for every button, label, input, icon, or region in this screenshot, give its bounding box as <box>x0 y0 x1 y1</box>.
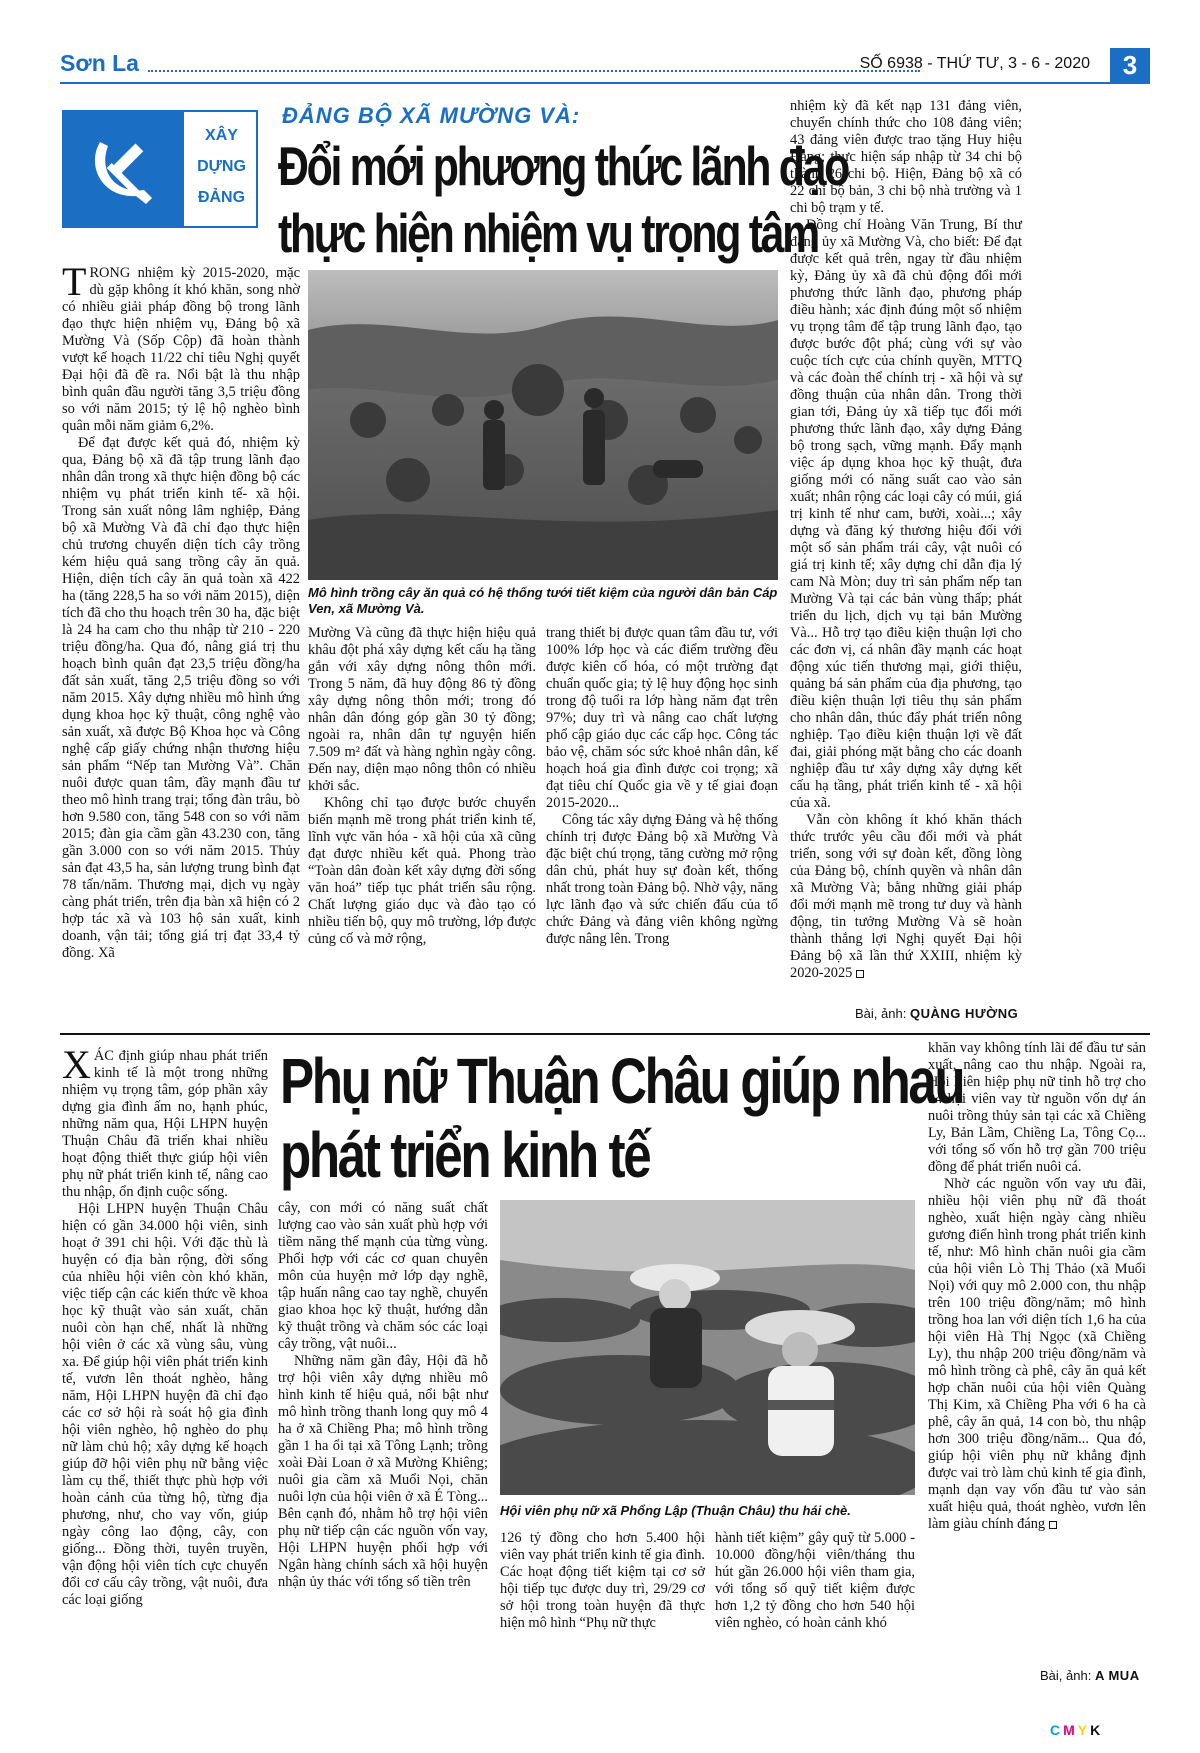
article1-paragraph: Vẫn còn không ít khó khăn thách thức trước yêu cầu đổi mới và phát triển, song với sự đoàn kết, đồng lòng của Đảng bộ, chính quyền và nhân dân xã Mường Và; bằng những giải pháp đổi mới mạnh mẽ trong tư duy và hành động, tin tưởng Mường Và sẽ hoàn thành thắng lợi Nghị quyết Đại hội Đảng bộ xã lần thứ XXIII, nhiệm kỳ 2020-2025 <box>790 812 1022 981</box>
badge-line-1: XÂY <box>205 127 238 144</box>
badge-line-2: DỰNG <box>197 158 246 175</box>
article2-column-1 <box>62 1042 268 1609</box>
tea-picking-photo-illustration <box>500 1200 915 1495</box>
article1-dropcap: T <box>62 259 87 304</box>
article1-headline <box>278 133 849 267</box>
article1-column-3 <box>546 625 778 948</box>
cmyk-c: C <box>1050 1722 1064 1738</box>
byline-author: A MUA <box>1094 1668 1140 1683</box>
article2-paragraph: cây, con mới có năng suất chất lượng cao vào sản xuất phù hợp với tiềm năng thế mạnh của từng vùng. Phối hợp với các cơ quan chuyên môn của huyện mở lớp dạy nghề, tập huấn nâng cao tay nghề, chuyển giao khoa học kỹ thuật, hướng dẫn kỹ thuật trồng và chăm sóc các loại cây trồng, vật nuôi... <box>278 1200 488 1352</box>
byline-author: QUÀNG HƯỜNG <box>909 1006 1019 1021</box>
article2-column-5 <box>928 1040 1146 1533</box>
article-divider <box>60 1033 1150 1035</box>
article1-paragraph: Mường Và cũng đã thực hiện hiệu quả khâu đột phá xây dựng kết cấu hạ tầng gắn với xây dựng nông thôn mới. Trong 5 năm, đã huy động 86 tỷ đồng xây dựng nông thôn mới; trong đó nhân dân đóng góp gần 30 tỷ đồng; ngoài ra, nhân dân tự nguyện hiến 7.509 m² đất và hàng nghìn ngày công. Đến nay, diện mạo nông thôn có nhiều khởi sắc. <box>308 625 536 794</box>
article1-photo <box>308 270 778 580</box>
section-name: Sơn La <box>60 50 139 76</box>
article2-paragraph: 126 tỷ đồng cho hơn 5.400 hội viên vay phát triển kinh tế gia đình. Các hoạt động tiết kiệm tại cơ sở hội tiếp tục được duy trì, 29/29 cơ sở hội trong toàn huyện đã thực hiện mô hình “Phụ nữ thực <box>500 1530 705 1631</box>
hammer-sickle-icon <box>86 132 162 208</box>
header-rule <box>60 82 1150 84</box>
article2-byline <box>1040 1668 1140 1683</box>
orchard-photo-illustration <box>308 270 778 580</box>
article1-headline-line-2: thực hiện nhiệm vụ trọng tâm <box>278 202 818 264</box>
article1-paragraph: nhiệm kỳ đã kết nạp 131 đảng viên, chuyển chính thức cho 108 đảng viên; 43 đảng viên được trao tặng Huy hiệu Đảng; thực hiện sáp nhập từ 34 chi bộ thành 26 chi bộ. Hiện, Đảng bộ xã có 22 chi bộ bản, 3 chi bộ nhà trường và 1 chi bộ trạm y tế. <box>790 98 1022 216</box>
article2-headline <box>280 1044 964 1192</box>
article2-paragraph: Hội LHPN huyện Thuận Châu hiện có gần 34.000 hội viên, sinh hoạt ở 391 chi hội. Với đặc thù là huyện có địa bàn rộng, đời sống của nhiều hội viên còn khó khăn, việc tiếp cận các kiến thức về khoa học kỹ thuật vào sản xuất, chăn nuôi còn hạn chế, nhất là những hội viên ở các xã vùng sâu, vùng xa. Để giúp hội viên phát triển kinh tế, vươn lên thoát nghèo, hằng năm, Hội LHPN huyện đã chỉ đạo các cơ sở hội rà soát hộ gia đình hội viên nghèo, hộ nghèo do phụ nữ làm chủ hộ; xây dựng kế hoạch giúp đỡ hội viên phụ nữ bằng việc làm cụ thể, thiết thực phù hợp với hoàn cảnh của từng hộ, từng địa phương, như, cho vay vốn, giúp ngày công lao động, cây, con giống... Đồng thời, tuyên truyền, vận động hội viên tích cực chuyển đổi cơ cấu cây trồng, vật nuôi, đưa các loại giống <box>62 1201 268 1608</box>
article2-column-2 <box>278 1200 488 1591</box>
article2-headline-line-2: phát triển kinh tế <box>280 1119 650 1191</box>
article1-paragraph: Để đạt được kết quả đó, nhiệm kỳ qua, Đảng bộ xã đã tập trung lãnh đạo nhân dân trong xã thực hiện đồng bộ các nhiệm vụ phát triển kinh tế- xã hội. Trong sản xuất nông lâm nghiệp, Đảng bộ xã Mường Và đã chỉ đạo thực hiện chủ trương chuyển diện tích cây trồng kém hiệu quả sang trồng cây ăn quả. Hiện, diện tích cây ăn quả toàn xã 422 ha (tăng 228,5 ha so với năm 2015), diện tích đã cho thu hoạch trên 30 ha, đặc biệt là 24 ha cam cho thu nhập từ 210 - 220 triệu đồng/ha. Qua đó, nâng giá trị thu hoạch bình quân đạt 23,5 triệu đồng/ha đất sản xuất, tăng 2,5 triệu đồng so với năm 2015. Xây dựng nhiều mô hình ứng dụng khoa học kỹ thuật, công nghệ vào sản xuất, xã được Bộ Khoa học và Công nghệ cấp giấy chứng nhận thương hiệu sản phẩm “Nếp tan Mường Và”. Chăn nuôi được quan tâm, đầy mạnh đầu tư theo mô hình trang trại; tổng đàn trâu, bò hơn 9.580 con, tăng 548 con so với năm 2015; đàn gia cầm gần 43.230 con, tăng gần 3.000 con so với năm 2015. Thủy sản đạt 43,5 ha, sản lượng trung bình đạt 78 tấn/năm. Thương mại, dịch vụ ngày càng phát triển, trên địa bàn xã hiện có 2 hợp tác xã và 103 hộ sản xuất, kinh doanh, vận tải; tổng giá trị đạt 33,4 tỷ đồng. Xã <box>62 435 300 961</box>
article1-headline-line-1: Đổi mới phương thức lãnh đạo <box>278 135 849 197</box>
article2-paragraph: khăn vay không tính lãi để đầu tư sản xuất, nâng cao thu nhập. Ngoài ra, Hội Liên hiệp phụ nữ tỉnh hỗ trợ cho 94 hội viên vay từ nguồn vốn dự án nuôi trồng thủy sản tại các xã Chiềng Ly, Bản Lầm, Chiềng La, Tông Cọ... với tổng số vốn hỗ trợ gần 700 triệu đồng để phát triển nuôi cá. <box>928 1040 1146 1175</box>
article2-paragraph: Nhờ các nguồn vốn vay ưu đãi, nhiều hội viên phụ nữ đã thoát nghèo, xuất hiện ngày càng nhiều gương điển hình trong phát triển kinh tế, như: Mô hình chăn nuôi gia cầm của hội viên Lò Thị Thảo (xã Muổi Nọi) với quy mô 2.000 con, thu nhập trên 100 triệu đồng/năm; mô hình trồng hoa lan với diện tích 1,6 ha của hội viên Hà Thị Ngọc (xã Chiềng Ly), thu nhập 200 triệu đồng/năm và mô hình trồng cà phê, cây ăn quả kết hợp chăn nuôi của hội viên Quàng Thị Kim, xã Chiềng Pha với 6 ha cà phê, cây ăn quả, 14 con bò, thu nhập hơn 300 triệu đồng/năm... Qua đó, giúp hội viên phụ nữ khẳng định được vai trò làm chủ kinh tế gia đình, mạnh dạn vay vốn đầu tư vào sản xuất hiệu quả, thoát nghèo, vươn lên làm giàu chính đáng <box>928 1176 1146 1532</box>
badge-line-3: ĐẢNG <box>197 189 246 206</box>
article2-column-4 <box>715 1530 915 1632</box>
byline-prefix: Bài, ảnh: <box>855 1006 907 1021</box>
article1-paragraph: Công tác xây dựng Đảng và hệ thống chính trị được Đảng bộ xã Mường Và đặc biệt chú trọng, tăng cường mở rộng dân chủ, phát huy sự đoàn kết, thống nhất trong toàn Đảng bộ. Nhờ vậy, năng lực lãnh đạo và sức chiến đấu của tổ chức Đảng và đảng viên không ngừng được nâng lên. Trong <box>546 812 778 947</box>
article2-paragraph: ÁC định giúp nhau phát triển kinh tế là một trong những nhiệm vụ trọng tâm, góp phần xây dựng gia đình ấm no, hạnh phúc, những năm qua, Hội LHPN huyện Thuận Châu đã triển khai nhiều hoạt động thiết thực giúp hội viên phụ nữ phát triển kinh tế, nâng cao thu nhập, ổn định cuộc sống. <box>62 1048 268 1200</box>
cmyk-k: K <box>1090 1722 1104 1738</box>
article2-photo-caption: Hội viên phụ nữ xã Phổng Lập (Thuận Châu) thu hái chè. <box>500 1503 851 1518</box>
byline-prefix: Bài, ảnh: <box>1040 1668 1092 1683</box>
article2-photo <box>500 1200 915 1495</box>
article1-kicker: ĐẢNG BỘ XÃ MƯỜNG VÀ: <box>282 103 581 128</box>
article2-dropcap: X <box>62 1042 91 1087</box>
section-badge <box>62 110 258 228</box>
end-square-icon <box>1049 1521 1057 1529</box>
badge-emblem <box>64 112 184 226</box>
page-header <box>60 48 1150 82</box>
article1-photo-caption: Mô hình trồng cây ăn quả có hệ thống tưới tiết kiệm của người dân bản Cáp Ven, xã Mường Và. <box>308 585 778 616</box>
cmyk-m: M <box>1063 1722 1078 1738</box>
header-dotted-rule <box>148 70 920 72</box>
article1-column-2 <box>308 625 536 948</box>
article1-paragraph: Đồng chí Hoàng Văn Trung, Bí thư đảng ủy xã Mường Và, cho biết: Để đạt được kết quả trên, ngay từ đầu nhiệm kỳ, Đảng ủy xã đã chủ động đổi mới phương thức lãnh đạo, phương pháp điều hành; xác định đúng một số nhiệm vụ trọng tâm để tập trung lãnh đạo, tạo được bước đột phá; cùng với sự vào cuộc tích cực của chính quyền, MTTQ và các đoàn thể chính trị - xã hội và sự đồng thuận của nhân dân. Trong thời gian tới, Đảng ủy xã tiếp tục đổi mới phương thức lãnh đạo, xây dựng Đảng bộ trong sạch, vững mạnh. Đẩy mạnh việc áp dụng khoa học kỹ thuật, đưa giống mới có năng suất cao vào sản xuất; nhân rộng các loại cây có múi, giá trị kinh tế như cam, bưởi, xoài...; xây dựng và đăng ký thương hiệu đối với một số sản phẩm trái cây, vật nuôi có giá trị kinh tế; xây dựng chỉ dẫn địa lý cam Nà Mòn; duy trì sản phẩm nếp tan Mường Và tại các bản vùng thấp; phát triển du lịch, dịch vụ tại bản Mường Và... Hỗ trợ tạo điều kiện thuận lợi cho các đơn vị, cá nhân đầy mạnh các hoạt động xúc tiến thương mại, giới thiệu, quảng bá sản phẩm của địa phương, tạo điều kiện thuận lợi tiêu thụ sản phẩm cho nhân dân, thúc đẩy phát triển nông nghiệp. Tạo điều kiện thuận lợi về đất đai, giải phóng mặt bằng cho các doanh nghiệp đầu tư xây dựng xây dựng kết cấu hạ tầng, phát triển kinh tế - xã hội của xã. <box>790 217 1022 811</box>
article2-headline-line-1: Phụ nữ Thuận Châu giúp nhau <box>280 1045 964 1117</box>
page-number: 3 <box>1110 48 1150 82</box>
article2-paragraph: hành tiết kiệm” gây quỹ từ 5.000 - 10.000 đồng/hội viên/tháng thu hút gần 26.000 hội viên tham gia, với tổng số quỹ tiết kiệm được hơn 1,2 tỷ đồng cho hơn 540 hội viên nghèo, có hoàn cảnh khó <box>715 1530 915 1631</box>
article1-byline <box>855 1006 1018 1021</box>
cmyk-y: Y <box>1077 1722 1091 1738</box>
article1-column-1 <box>62 259 300 962</box>
article2-paragraph: Những năm gần đây, Hội đã hỗ trợ hội viên xây dựng nhiều mô hình kinh tế hiệu quả, nổi bật như mô hình trồng thanh long quy mô 4 ha ở xã Chiềng Pha; mô hình trồng gần 1 ha ổi tại xã Tông Lạnh; trồng xoài Đài Loan ở xã Mường Khiêng; nuôi gia cầm xã Muổi Nọi, chăn nuôi lợn của hội viên ở xã É Tòng... Bên cạnh đó, nhằm hỗ trợ hội viên phụ nữ tiếp cận các nguồn vốn vay, Hội LHPN huyện phối hợp với Ngân hàng chính sách xã hội huyện nhận ủy thác với tổng số tiền trên <box>278 1353 488 1590</box>
article1-column-4 <box>790 98 1022 982</box>
article2-column-3 <box>500 1530 705 1632</box>
badge-label <box>189 120 254 213</box>
issue-info: SỐ 6938 - THỨ TƯ, 3 - 6 - 2020 <box>859 55 1090 72</box>
article1-paragraph: Không chỉ tạo được bước chuyển biến mạnh mẽ trong phát triển kinh tế, lĩnh vực văn hóa - xã hội của xã cũng đạt được nhiều kết quả. Phong trào “Toàn dân đoàn kết xây dựng đời sống văn hoá” tiếp tục phát triển sâu rộng. Chất lượng giáo dục và đào tạo có nhiều tiến bộ, quy mô trường, lớp được củng cố và mở rộng, <box>308 795 536 947</box>
article1-paragraph: trang thiết bị được quan tâm đầu tư, với 100% lớp học và các điểm trường đều được kiên cố hóa, có một trường đạt chuẩn quốc gia; tỷ lệ huy động học sinh trong độ tuổi ra lớp hàng năm đạt trên 97%; duy trì và nâng cao chất lượng phổ cập giáo dục các cấp học. Công tác bảo vệ, chăm sóc sức khoẻ nhân dân, kế hoạch hoá gia đình được coi trọng; xã đạt tiêu chí Quốc gia về y tế giai đoạn 2015-2020... <box>546 625 778 811</box>
cmyk-colorbar <box>1050 1722 1103 1738</box>
article1-paragraph: RONG nhiệm kỳ 2015-2020, mặc dù gặp không ít khó khăn, song nhờ có nhiều giải pháp đồng bộ trong lãnh đạo thực hiện nhiệm vụ, Đảng bộ xã Mường Và (Sốp Cộp) đã hoàn thành vượt kế hoạch 11/22 chỉ tiêu Nghị quyết Đại hội đã đề ra. Nổi bật là thu nhập bình quân đầu người tăng 3,5 triệu đồng so với năm 2015; tỷ lệ hộ nghèo bình quân mỗi năm giảm 6,2%. <box>62 265 300 434</box>
end-square-icon <box>856 970 864 978</box>
